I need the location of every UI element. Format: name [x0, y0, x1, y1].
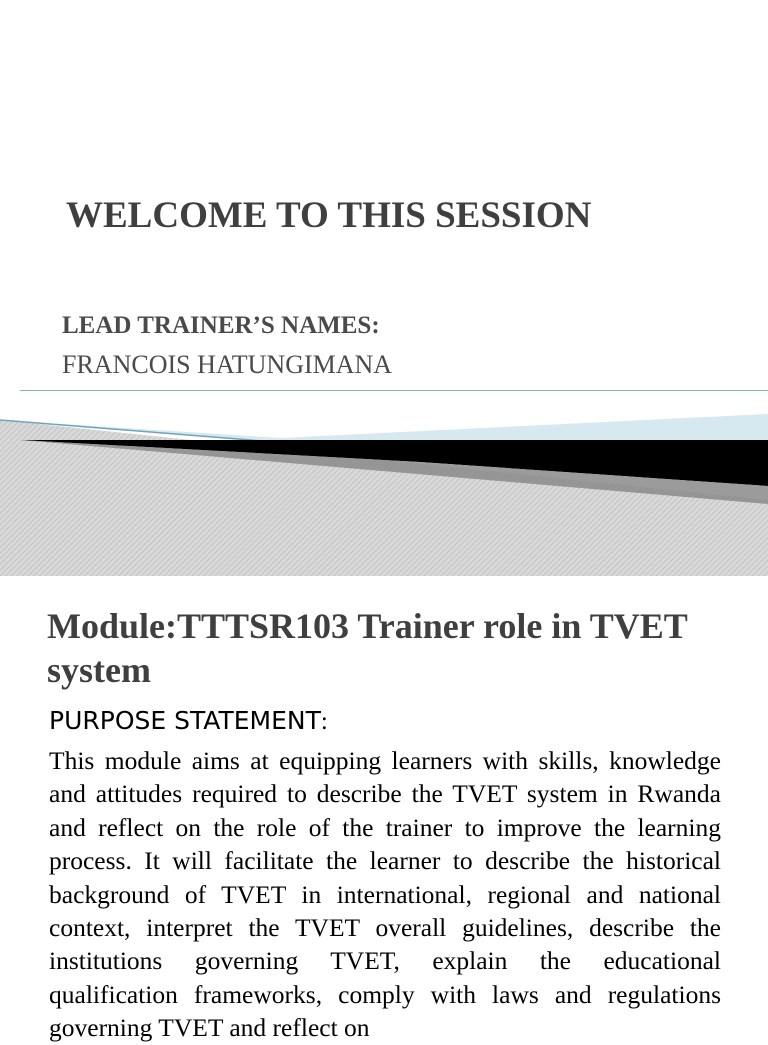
trainer-label: LEAD TRAINER’S NAMES: — [62, 312, 380, 339]
purpose-heading-colon: : — [320, 708, 328, 735]
decorative-banner — [0, 400, 768, 576]
module-title: Module:TTTSR103 Trainer role in TVET system — [47, 606, 688, 690]
trainer-name: FRANCOIS HATUNGIMANA — [62, 350, 393, 379]
divider-line — [20, 390, 768, 391]
slide-title: WELCOME TO THIS SESSION — [66, 195, 592, 236]
purpose-heading-text: PURPOSE STATEMENT — [49, 706, 321, 735]
purpose-heading — [49, 706, 328, 736]
module-slide — [0, 576, 768, 1043]
purpose-body: This module aims at equipping learners with skills, knowledge and attitudes required to describe the TVET system in Rwanda and reflect on the role of the trainer to improve the learning process. It will facilitate the learner to describe the historical background of TVET in international, regional and national context, interpret the TVET overall guidelines, describe the institutions governing TVET, explain the educational qualification frameworks, comply with laws and regulations governing TVET and reflect on — [49, 746, 721, 1043]
